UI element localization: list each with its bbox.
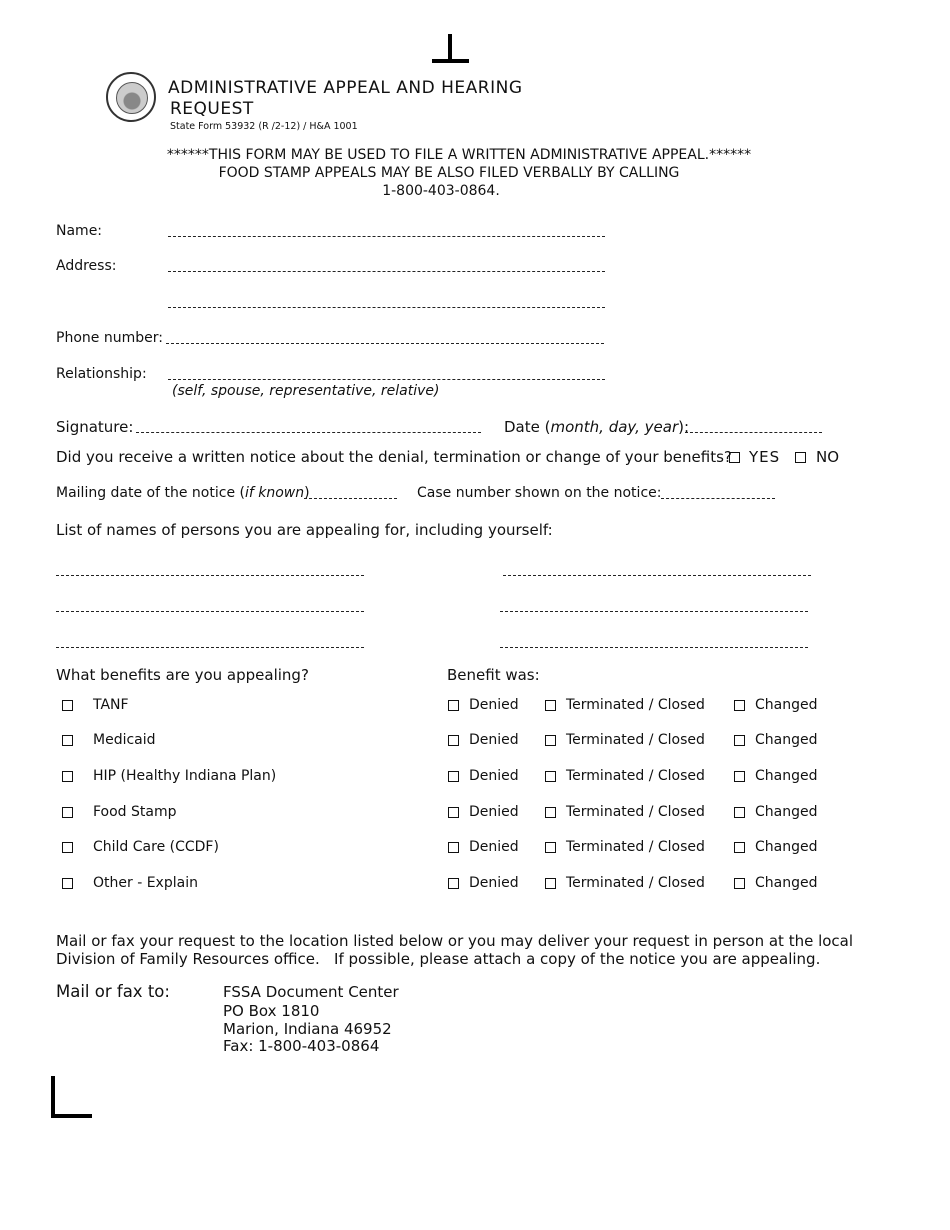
yes-checkbox[interactable] (729, 452, 740, 463)
program-checkbox[interactable] (62, 807, 73, 818)
program-checkbox[interactable] (62, 771, 73, 782)
denied-checkbox[interactable] (448, 700, 459, 711)
terminated-checkbox[interactable] (545, 807, 556, 818)
program-label: Child Care (CCDF) (93, 839, 219, 855)
benefits-question: What benefits are you appealing? (56, 666, 309, 684)
changed-checkbox[interactable] (734, 807, 745, 818)
changed-label: Changed (755, 804, 818, 820)
name-field[interactable] (168, 236, 605, 237)
changed-checkbox[interactable] (734, 700, 745, 711)
date-label-suffix: ): (678, 418, 690, 436)
no-checkbox[interactable] (795, 452, 806, 463)
terminated-checkbox[interactable] (545, 878, 556, 889)
form-title-line1: ADMINISTRATIVE APPEAL AND HEARING (168, 78, 523, 98)
relationship-hint: (self, spouse, representative, relative) (172, 383, 440, 399)
denied-checkbox[interactable] (448, 878, 459, 889)
denied-label: Denied (469, 875, 519, 891)
mail-address-line: PO Box 1810 (223, 1002, 320, 1020)
program-checkbox[interactable] (62, 735, 73, 746)
terminated-label: Terminated / Closed (566, 875, 705, 891)
mailing-date-field[interactable] (304, 498, 397, 499)
mailing-date-suffix: ) (304, 485, 310, 501)
terminated-label: Terminated / Closed (566, 804, 705, 820)
changed-checkbox[interactable] (734, 878, 745, 889)
notice-line3: 1-800-403-0864. (382, 183, 500, 199)
mail-address-line: Fax: 1-800-403-0864 (223, 1037, 380, 1055)
date-label-format: month, day, year (550, 418, 679, 436)
denied-label: Denied (469, 732, 519, 748)
mail-address-line: FSSA Document Center (223, 983, 399, 1001)
terminated-checkbox[interactable] (545, 735, 556, 746)
program-checkbox[interactable] (62, 878, 73, 889)
mail-instructions-line2: Division of Family Resources office. If possible, please attach a copy of the notice you are appealing. (56, 950, 821, 968)
top-registration-mark-bar (432, 59, 469, 63)
phone-field[interactable] (166, 343, 604, 344)
date-label-prefix: Date ( (504, 418, 551, 436)
terminated-label: Terminated / Closed (566, 839, 705, 855)
program-label: HIP (Healthy Indiana Plan) (93, 768, 277, 784)
case-number-label: Case number shown on the notice: (417, 485, 662, 501)
mail-to-label: Mail or fax to: (56, 982, 170, 1001)
case-number-field[interactable] (661, 498, 775, 499)
changed-label: Changed (755, 839, 818, 855)
program-label: Food Stamp (93, 804, 177, 820)
yes-label: YES (749, 448, 781, 466)
changed-checkbox[interactable] (734, 735, 745, 746)
person-name-field[interactable] (503, 575, 811, 576)
program-label: Other - Explain (93, 875, 198, 891)
person-name-field[interactable] (500, 611, 808, 612)
terminated-label: Terminated / Closed (566, 732, 705, 748)
denied-checkbox[interactable] (448, 842, 459, 853)
state-seal-logo (106, 72, 156, 122)
top-registration-mark-stem (448, 34, 452, 62)
date-label (504, 418, 689, 436)
address-field-line2[interactable] (168, 307, 605, 308)
program-label: Medicaid (93, 732, 156, 748)
phone-label: Phone number: (56, 330, 163, 346)
mailing-date-label (56, 485, 310, 501)
mailing-date-italic: if known (244, 485, 305, 501)
relationship-label: Relationship: (56, 366, 147, 382)
changed-checkbox[interactable] (734, 771, 745, 782)
address-field-line1[interactable] (168, 271, 605, 272)
bottom-registration-mark-bar (51, 1114, 92, 1118)
denied-checkbox[interactable] (448, 735, 459, 746)
signature-label: Signature: (56, 418, 134, 436)
person-name-field[interactable] (500, 647, 808, 648)
changed-label: Changed (755, 732, 818, 748)
changed-label: Changed (755, 697, 818, 713)
changed-checkbox[interactable] (734, 842, 745, 853)
program-checkbox[interactable] (62, 842, 73, 853)
changed-label: Changed (755, 875, 818, 891)
program-label: TANF (93, 697, 129, 713)
relationship-field[interactable] (168, 379, 605, 380)
terminated-checkbox[interactable] (545, 700, 556, 711)
mailing-date-prefix: Mailing date of the notice ( (56, 485, 245, 501)
persons-label: List of names of persons you are appealing for, including yourself: (56, 521, 553, 539)
date-field[interactable] (685, 432, 822, 433)
person-name-field[interactable] (56, 575, 364, 576)
notice-line2: FOOD STAMP APPEALS MAY BE ALSO FILED VERBALLY BY CALLING (218, 165, 680, 181)
person-name-field[interactable] (56, 647, 364, 648)
denied-label: Denied (469, 839, 519, 855)
denied-checkbox[interactable] (448, 807, 459, 818)
bottom-registration-mark-stem (51, 1076, 55, 1118)
denied-label: Denied (469, 804, 519, 820)
denied-label: Denied (469, 697, 519, 713)
notice-line1: ******THIS FORM MAY BE USED TO FILE A WRITTEN ADMINISTRATIVE APPEAL.****** (166, 147, 752, 163)
form-number: State Form 53932 (R /2-12) / H&A 1001 (170, 121, 358, 132)
benefit-status-header: Benefit was: (447, 666, 540, 684)
written-notice-question: Did you receive a written notice about the denial, termination or change of your benefits? (56, 448, 732, 466)
name-label: Name: (56, 223, 103, 239)
signature-field[interactable] (136, 432, 481, 433)
terminated-label: Terminated / Closed (566, 768, 705, 784)
changed-label: Changed (755, 768, 818, 784)
form-title-line2: REQUEST (170, 99, 254, 119)
mail-address-line: Marion, Indiana 46952 (223, 1020, 392, 1038)
denied-checkbox[interactable] (448, 771, 459, 782)
program-checkbox[interactable] (62, 700, 73, 711)
terminated-checkbox[interactable] (545, 771, 556, 782)
denied-label: Denied (469, 768, 519, 784)
address-label: Address: (56, 258, 117, 274)
mail-instructions-line1: Mail or fax your request to the location listed below or you may deliver your request in person at the local (56, 932, 854, 950)
terminated-checkbox[interactable] (545, 842, 556, 853)
person-name-field[interactable] (56, 611, 364, 612)
no-label: NO (816, 448, 840, 466)
terminated-label: Terminated / Closed (566, 697, 705, 713)
